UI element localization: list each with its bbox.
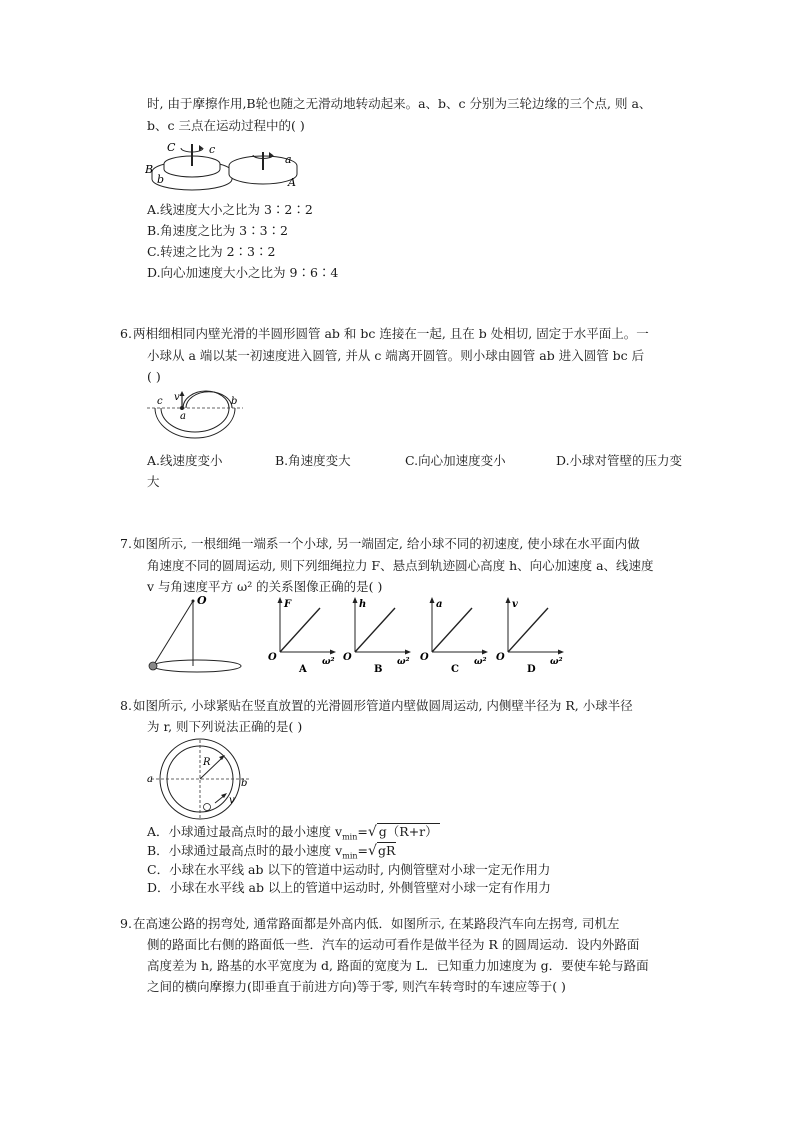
q6-stem-line1: 两相细相同内壁光滑的半圆形圆管 ab 和 bc 连接在一起, 且在 b 处相切, 固定于水平面上。一 <box>133 326 649 341</box>
q5-wheels-figure <box>145 136 305 194</box>
q7-stem-line3: v 与角速度平方 ω² 的关系图像正确的是( ) <box>147 579 383 594</box>
q6-option-d-continued: 大 <box>147 474 160 489</box>
q5-label-A: A <box>288 176 296 189</box>
q9-stem-line4: 之间的横向摩擦力(即垂直于前进方向)等于零, 则汽车转弯时的车速应等于( ) <box>147 979 566 994</box>
q8-label-a: a <box>147 774 153 785</box>
q6-label-a: a <box>180 411 186 422</box>
q7-graph-d-letter: D <box>527 664 536 675</box>
q8-option-b-radicand: gR <box>377 843 396 858</box>
q8-option-b-text: B．小球通过最高点时的最小速度 v <box>147 843 343 858</box>
q5-option-d[interactable]: D.向心加速度大小之比为 9∶6∶4 <box>147 265 339 280</box>
q6-option-c[interactable]: C.向心加速度变小 <box>405 453 506 468</box>
q5-stem-line1: 时, 由于摩擦作用,B轮也随之无滑动地转动起来。a、b、c 分别为三轮边缘的三个点, 则 a、 <box>147 96 652 111</box>
q8-option-d[interactable]: D．小球在水平线 ab 以上的管道中运动时, 外侧管壁对小球一定有作用力 <box>147 880 551 895</box>
q8-option-a-text: A．小球通过最高点时的最小速度 v <box>147 824 343 839</box>
q5-label-B: B <box>145 163 154 176</box>
q6-label-b: b <box>231 396 238 407</box>
q6-stem-line2: 小球从 a 端以某一初速度进入圆管, 并从 c 端离开圆管。则小球由圆管 ab 进入圆管 bc 后 <box>147 348 645 363</box>
q7-graph-d-origin: O <box>496 652 505 663</box>
q5-option-c[interactable]: C.转速之比为 2∶3∶2 <box>147 244 276 259</box>
q9-stem-line1: 在高速公路的拐弯处, 通常路面都是外高内低．如图所示, 在某路段汽车向左拐弯, 司机左 <box>133 916 620 931</box>
q8-option-b-subscript: min <box>342 851 358 861</box>
q8-option-a-radicand: g（R+r） <box>378 824 438 839</box>
q8-stem-line1: 如图所示, 小球紧贴在竖直放置的光滑圆形管道内壁做圆周运动, 内侧壁半径为 R, 小球半径 <box>133 698 633 713</box>
q8-option-a-subscript: min <box>342 832 358 842</box>
q5-option-b[interactable]: B.角速度之比为 3∶3∶2 <box>147 223 288 238</box>
q7-number: 7. <box>120 536 132 551</box>
q7-graph-d-xlabel: ω² <box>550 657 563 667</box>
q7-graph-b <box>340 594 415 676</box>
q9-stem-line2: 侧的路面比右侧的路面低一些．汽车的运动可看作是做半径为 R 的圆周运动．设内外路面 <box>147 937 640 952</box>
q7-graph-a-ylabel: F <box>284 599 292 610</box>
q9-number: 9. <box>120 916 132 931</box>
q7-graph-d-ylabel: v <box>512 599 518 610</box>
q7-graph-d <box>493 594 568 676</box>
q8-option-c[interactable]: C．小球在水平线 ab 以下的管道中运动时, 内侧管壁对小球一定无作用力 <box>147 862 551 877</box>
q8-label-R: R <box>203 757 211 768</box>
q9-stem-line3: 高度差为 h, 路基的水平宽度为 d, 路面的宽度为 L．已知重力加速度为 g．要使车轮与路面 <box>147 958 649 973</box>
q7-stem-line2: 角速度不同的圆周运动, 则下列细绳拉力 F、悬点到轨迹圆心高度 h、向心加速度 a、线速度 <box>147 558 654 573</box>
q7-graph-a-xlabel: ω² <box>322 657 335 667</box>
q5-label-b: b <box>157 173 165 186</box>
q5-label-c: c <box>209 143 216 156</box>
q7-graph-a-origin: O <box>268 652 277 663</box>
q6-option-a[interactable]: A.线速度变小 <box>147 453 223 468</box>
q8-option-a[interactable]: A．小球通过最高点时的最小速度 $v_{min}=√$ g（R+r） <box>147 824 438 842</box>
q5-option-a[interactable]: A.线速度大小之比为 3∶2∶2 <box>147 202 313 217</box>
q7-graph-b-ylabel: h <box>359 599 367 610</box>
q8-stem-line2: 为 r, 则下列说法正确的是( ) <box>147 719 303 734</box>
q5-label-C: C <box>167 141 176 154</box>
q5-label-a: a <box>285 153 292 166</box>
q8-circular-tube-figure <box>145 737 251 823</box>
q8-label-v: v <box>229 795 235 806</box>
q7-graph-c <box>417 594 492 676</box>
q6-label-c: c <box>157 396 163 407</box>
q8-number: 8. <box>120 698 132 713</box>
q6-option-b[interactable]: B.角速度变大 <box>275 453 351 468</box>
q7-conical-pendulum-figure <box>145 594 245 676</box>
q8-option-b[interactable]: B．小球通过最高点时的最小速度 $v_{min}=√gR$ <box>147 843 396 861</box>
q6-stem-line3: ( ) <box>147 369 161 384</box>
q5-stem-line2: b、c 三点在运动过程中的( ) <box>147 118 305 133</box>
q7-stem-line1: 如图所示, 一根细绳一端系一个小球, 另一端固定, 给小球不同的初速度, 使小球在水平面内做 <box>133 536 640 551</box>
q7-graph-c-xlabel: ω² <box>474 657 487 667</box>
q6-number: 6. <box>120 326 132 341</box>
q7-graph-b-xlabel: ω² <box>397 657 410 667</box>
q7-graph-b-letter: B <box>374 664 383 675</box>
q6-tube-figure <box>145 388 245 442</box>
q7-label-O: O <box>197 594 207 607</box>
q7-graph-c-letter: C <box>451 664 459 675</box>
q7-graph-a-letter: A <box>299 664 307 675</box>
q7-graph-c-origin: O <box>420 652 429 663</box>
q7-graph-c-ylabel: a <box>436 599 443 610</box>
q7-graph-a <box>265 594 340 676</box>
q8-label-b: b <box>241 778 248 789</box>
q6-option-d[interactable]: D.小球对管壁的压力变 <box>556 453 683 468</box>
q7-graph-b-origin: O <box>343 652 352 663</box>
q6-label-v: v <box>174 392 180 403</box>
